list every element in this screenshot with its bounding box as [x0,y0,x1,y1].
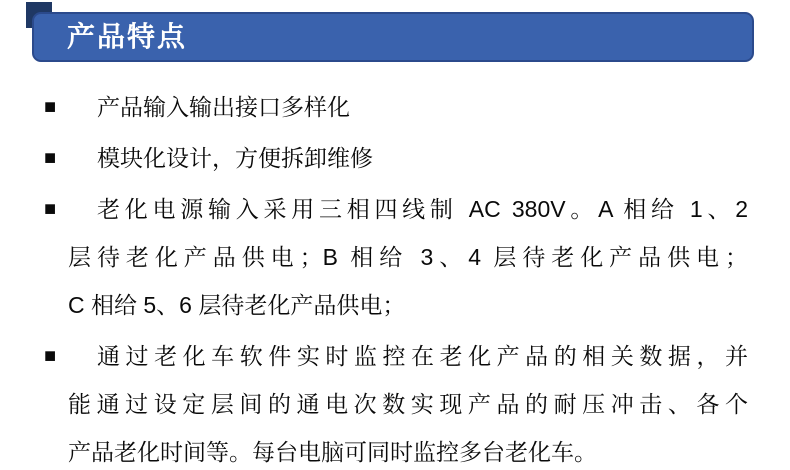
feature-item [0,83,790,131]
black-square-bullet-icon: ■ [44,345,57,367]
black-square-bullet-icon: ■ [44,198,57,220]
feature-line: 产品老化时间等。每台电脑可同时监控多台老化车。 [68,439,597,465]
feature-line: ■ 产品输入输出接口多样化 [97,83,748,131]
feature-line: 能通过设定层间的通电次数实现产品的耐压冲击、各个 [68,391,748,417]
feature-item [0,185,790,329]
section-header-banner [32,12,754,62]
black-square-bullet-icon: ■ [44,147,57,169]
black-square-bullet-icon: ■ [44,96,57,118]
page-title: 产品特点 [67,21,188,52]
feature-line: 层待老化产品供电；B 相给 3、4 层待老化产品供电； [68,244,748,270]
feature-item [0,332,790,470]
feature-line: ■ 模块化设计，方便拆卸维修 [97,134,748,182]
feature-line: ■ 通过老化车软件实时监控在老化产品的相关数据，并 [97,332,748,380]
feature-line: C 相给 5、6 层待老化产品供电； [68,292,406,318]
feature-list [0,83,790,470]
feature-line: ■ 老化电源输入采用三相四线制 AC 380V。A 相给 1、2 [97,185,748,233]
feature-item [0,134,790,182]
